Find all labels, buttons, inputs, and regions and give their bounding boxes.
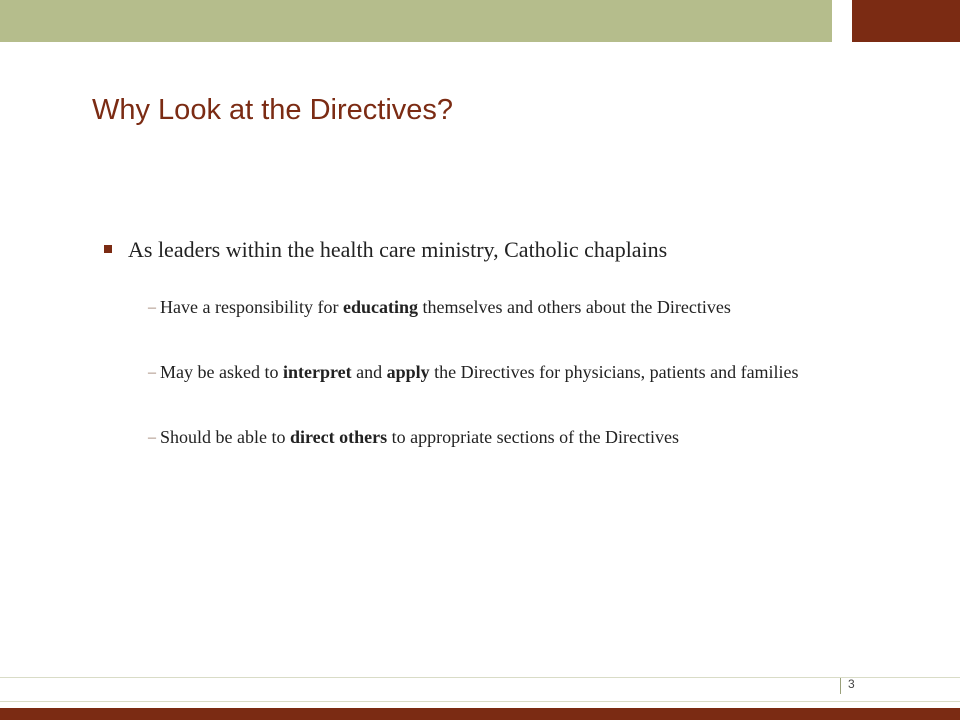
page-number: 3 [848,677,855,691]
sub-bullet-text-part: Should be able to [160,427,290,447]
slide-body [104,232,874,463]
sub-bullet-text-emphasis: direct others [289,427,388,447]
square-bullet-icon [104,245,112,253]
sub-bullet-text [160,412,860,463]
sub-bullet-text-emphasis: interpret [282,362,352,382]
footer-bar-brown [0,708,960,720]
header-bar-green [0,0,832,42]
dash-bullet-icon: – [148,429,156,446]
dash-bullet-icon: – [148,299,156,316]
slide-title: Why Look at the Directives? [92,94,454,126]
sub-bullet-text-part: May be asked to [160,362,283,382]
sub-bullet [104,412,874,463]
sub-bullet [104,347,874,398]
sub-bullet-text-part: themselves and others about the Directives [417,297,731,317]
sub-bullet [104,282,874,333]
main-bullet-text: As leaders within the health care ministry, Catholic chaplains [128,237,668,262]
sub-bullet-text [160,347,860,398]
sub-bullet-text-part: to appropriate sections of the Directives [387,427,680,447]
dash-bullet-icon: – [148,364,156,381]
sub-bullet-text-part: and [351,362,387,382]
sub-bullet-text-part: the Directives for physicians, patients and families [429,362,799,382]
footer-divider [0,701,960,702]
page-number-separator [840,678,841,694]
sub-bullet-text-emphasis: educating [342,297,418,317]
sub-bullet-text-part: Have a responsibility for [160,297,343,317]
main-bullet [104,232,874,268]
footer-divider [0,677,960,678]
sub-bullet-text-emphasis: apply [386,362,430,382]
sub-bullet-text [160,282,860,333]
header-bar-brown [852,0,960,42]
